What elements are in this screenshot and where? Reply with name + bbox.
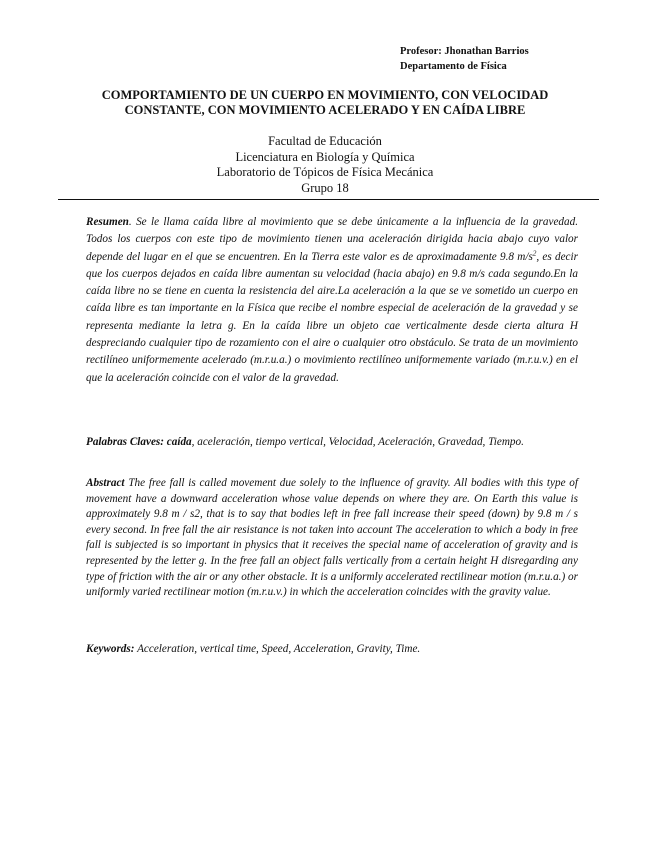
palabras-claves-paragraph [86, 434, 578, 451]
divider-line [58, 199, 599, 200]
department-name: Departamento de Física [400, 61, 507, 72]
author-block [400, 44, 529, 74]
faculty: Facultad de Educación [268, 134, 382, 148]
resumen-superscript: 2 [532, 248, 537, 257]
abstract-label: Abstract [86, 477, 125, 489]
abstract-text: The free fall is called movement due solely to the influence of gravity. All bodies with this type of movement have a downward acceleration whose value depends on where they are. On Earth this value is approximately 9.8 m / s2, that is to say that bodies left in free fall increase their speed (down) by 9.8 m / s every second. In free fall the air resistance is not taken into account The acceleration to which a body in free fall is subjected is so important in physics that it receives the special name of acceleration of gravity and is represented by the letter g. In the free fall an object falls vertically from a certain height H disregarding any type of friction with the air or any other obstacle. It is a uniformly accelerated rectilinear motion (m.r.u.a.) or uniformly varied rectilinear motion (m.r.u.v.) in which the acceleration coincides with the gravity value. [86, 477, 578, 599]
laboratory: Laboratorio de Tópicos de Física Mecánica [216, 165, 434, 180]
paper-title: COMPORTAMIENTO DE UN CUERPO EN MOVIMIENTO, CON VELOCIDAD CONSTANTE, CON MOVIMIENTO ACELERADO Y EN CAÍDA LIBRE [101, 88, 549, 117]
professor-name: Profesor: Jhonathan Barrios [400, 46, 529, 57]
keywords-label: Keywords: [86, 643, 135, 655]
affiliation-block [70, 134, 580, 196]
group: Grupo 18 [301, 180, 349, 195]
resumen-paragraph [86, 214, 578, 387]
resumen-text-2: , es decir que los cuerpos dejados en caída libre aumentan su velocidad (hacia abajo) en 9.8 m/s cada segundo.En la caída libre no se tiene en cuenta la resistencia del aire.La aceleración a la que se ve sometido un cuerpo en caída libre es tan importante en la Física que recibe el nombre especial de aceleración de la gravedad y se representa mediante la letra g. En la caída libre un objeto cae verticalmente desde cierta altura H despreciando cualquier tipo de rozamiento con el aire o cualquier otro obstáculo. Se trata de un movimiento rectilíneo uniformemente acelerado (m.r.u.a.) o movimiento rectilíneo uniformemente variado (m.r.u.v.) en el que la aceleración coincide con el valor de la gravedad. [86, 250, 578, 384]
palabras-text: , aceleración, tiempo vertical, Velocidad, Aceleración, Gravedad, Tiempo. [191, 436, 524, 448]
resumen-text-1: . Se le llama caída libre al movimiento que se debe únicamente a la influencia de la gravedad. Todos los cuerpos con este tipo de movimiento tienen una aceleración dirigida hacia abajo cuyo valor depende del lugar en el que se encuentren. En la Tierra este valor es de aproximadamente 9.8 m/s [86, 216, 578, 263]
program: Licenciatura en Biología y Química [235, 149, 415, 164]
palabras-label: Palabras Claves: caída [86, 436, 192, 448]
keywords-paragraph [86, 641, 578, 658]
abstract-paragraph [86, 476, 578, 601]
resumen-label: Resumen [86, 216, 129, 228]
keywords-text: Acceleration, vertical time, Speed, Acceleration, Gravity, Time. [134, 643, 421, 655]
